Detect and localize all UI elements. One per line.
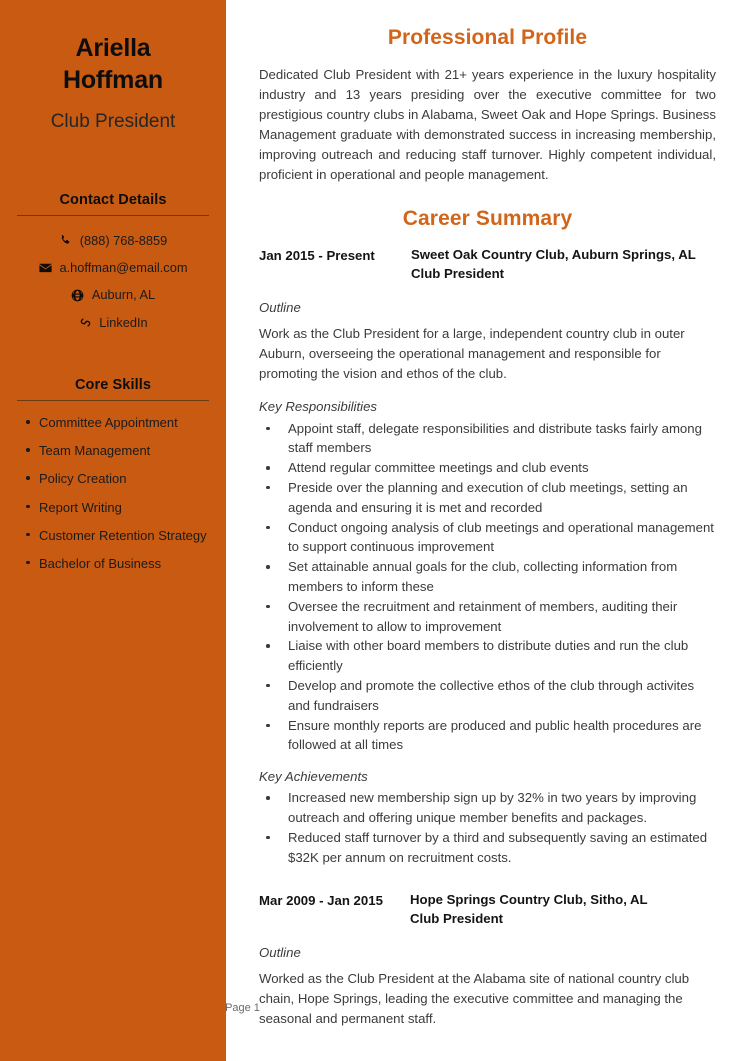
list-item: Attend regular committee meetings and club events <box>259 458 716 478</box>
list-item: Reduced staff turnover by a third and subsequently saving an estimated $32K per annum on recruitment costs. <box>259 828 716 868</box>
key-responsibilities-label: Key Responsibilities <box>259 399 378 415</box>
last-name: Hoffman <box>63 65 163 94</box>
contact-details-section <box>17 192 209 336</box>
outline-label: Outline <box>259 944 301 960</box>
career-entry-header <box>259 246 716 283</box>
list-item: Increased new membership sign up by 32% in two years by improving outreach and offering unique member benefits and packages. <box>259 788 716 828</box>
list-item: Oversee the recruitment and retainment of members, auditing their involvement to allow to improvement <box>259 597 716 637</box>
list-item: Develop and promote the collective ethos of the club through activites and fundraisers <box>259 676 716 716</box>
list-item: Bachelor of Business <box>24 555 209 572</box>
outline-text: Work as the Club President for a large, independent country club in outer Auburn, overseeing the operational management and responsible for promoting the vision and ethos of the club. <box>259 326 685 381</box>
list-item: Liaise with other board members to distribute duties and run the club efficiently <box>259 636 716 676</box>
career-entry-company: Hope Springs Country Club, Sitho, AL <box>410 892 648 908</box>
candidate-name <box>17 33 209 96</box>
contact-item-location[interactable] <box>17 281 209 308</box>
list-item: Ensure monthly reports are produced and public health procedures are followed at all times <box>259 716 716 756</box>
list-item: Team Management <box>24 442 209 459</box>
page-number-footer: Page 1 <box>225 1002 260 1014</box>
key-achievements-list <box>259 788 716 867</box>
core-skills-heading: Core Skills <box>74 377 152 394</box>
contact-details-heading: Contact Details <box>59 191 167 208</box>
list-item: Preside over the planning and execution of club meetings, setting an agenda and ensuring it is met and recorded <box>259 478 716 518</box>
professional-profile-heading: Professional Profile <box>387 26 588 49</box>
list-item: Set attainable annual goals for the club, collecting information from members to inform these <box>259 557 716 597</box>
outline-label: Outline <box>259 299 301 315</box>
career-entry-dates: Mar 2009 - Jan 2015 <box>259 892 383 908</box>
list-item: Conduct ongoing analysis of club meetings and operational management to support continuous improvement <box>259 518 716 558</box>
contact-divider <box>17 215 209 216</box>
career-entry-dates: Jan 2015 - Present <box>259 247 375 263</box>
career-summary-heading: Career Summary <box>402 207 573 231</box>
list-item: Policy Creation <box>24 470 209 487</box>
career-entry-company-role <box>410 891 716 928</box>
contact-item-phone[interactable] <box>17 227 209 254</box>
globe-icon <box>71 288 85 302</box>
main-content <box>226 0 750 1061</box>
key-achievements-label: Key Achievements <box>259 769 368 785</box>
contact-value-location: Auburn, AL <box>91 287 156 303</box>
candidate-job-title: Club President <box>50 111 176 132</box>
key-responsibilities-list <box>259 419 716 756</box>
career-entry-1 <box>259 246 716 867</box>
career-entry-company-role <box>411 246 716 283</box>
contact-value-phone: (888) 768-8859 <box>79 232 168 248</box>
contact-item-email[interactable] <box>17 254 209 281</box>
career-entry-company: Sweet Oak Country Club, Auburn Springs, AL <box>411 247 696 263</box>
outline-text: Worked as the Club President at the Alabama site of national country club chain, Hope Springs, leading the executive committee and managing the seasonal and permanent staff. <box>259 971 690 1026</box>
sidebar <box>0 0 226 1061</box>
list-item: Committee Appointment <box>24 414 209 431</box>
core-skills-divider <box>17 400 209 401</box>
phone-icon <box>59 233 73 247</box>
contact-value-linkedin: LinkedIn <box>99 314 148 330</box>
link-icon <box>78 315 92 329</box>
list-item: Customer Retention Strategy <box>24 527 209 544</box>
career-entry-role: Club President <box>411 266 505 282</box>
list-item: Appoint staff, delegate responsibilities and distribute tasks fairly among staff members <box>259 419 716 459</box>
contact-list <box>17 227 209 336</box>
core-skills-section <box>17 377 209 572</box>
contact-value-email: a.hoffman@email.com <box>59 260 188 276</box>
professional-profile-text: Dedicated Club President with 21+ years experience in the luxury hospitality industry and 13 years presiding over the executive committee for two prestigious country clubs in Alabama, Sweet Oak and Hope Springs. Business Management graduate with demonstrated success in increasing membership, improving outreach and reducing staff turnover. Highly competent individual, proficient in operational and people management. <box>259 67 716 183</box>
career-entry-header <box>259 891 716 928</box>
list-item: Report Writing <box>24 499 209 516</box>
core-skills-list <box>17 414 209 572</box>
contact-item-linkedin[interactable] <box>17 309 209 336</box>
first-name: Ariella <box>75 34 151 62</box>
envelope-icon <box>39 261 53 275</box>
career-entry-role: Club President <box>410 911 504 927</box>
